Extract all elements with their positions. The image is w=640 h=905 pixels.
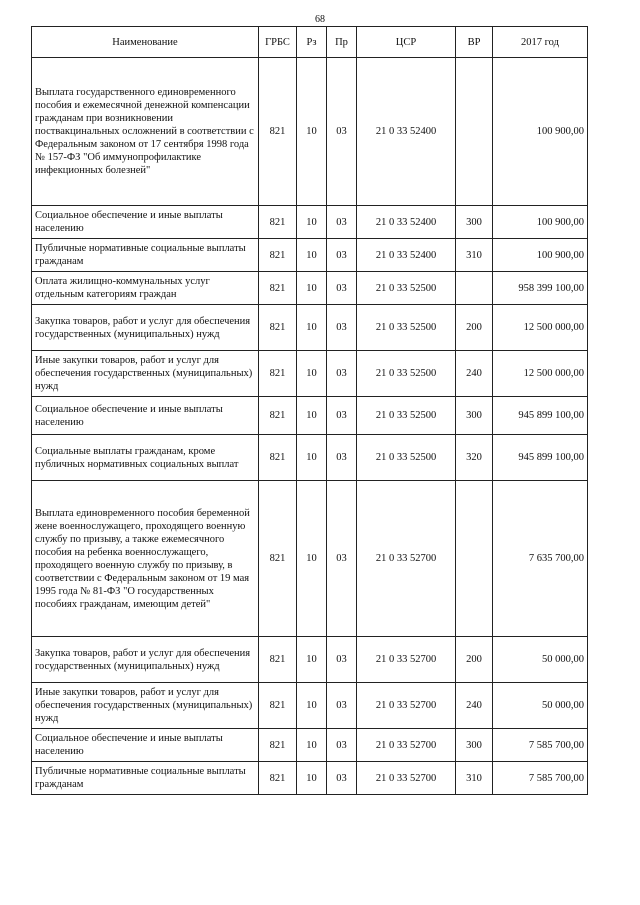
row-pr: 03: [327, 397, 357, 435]
row-amount: 7 635 700,00: [493, 481, 588, 637]
row-rz: 10: [297, 397, 327, 435]
row-vr: 300: [456, 397, 493, 435]
header-pr: Пр: [327, 27, 357, 58]
table-row: [32, 305, 588, 351]
row-pr: 03: [327, 435, 357, 481]
row-grbs: 821: [259, 239, 297, 272]
row-vr: 310: [456, 239, 493, 272]
row-pr: 03: [327, 305, 357, 351]
row-pr: 03: [327, 351, 357, 397]
table-row: [32, 729, 588, 762]
header-rz: Рз: [297, 27, 327, 58]
row-csr: 21 0 33 52700: [357, 637, 456, 683]
row-pr: 03: [327, 637, 357, 683]
row-grbs: 821: [259, 397, 297, 435]
table-row: [32, 239, 588, 272]
header-grbs: ГРБС: [259, 27, 297, 58]
row-grbs: 821: [259, 272, 297, 305]
row-grbs: 821: [259, 729, 297, 762]
row-grbs: 821: [259, 305, 297, 351]
row-amount: 100 900,00: [493, 206, 588, 239]
row-pr: 03: [327, 272, 357, 305]
row-csr: 21 0 33 52500: [357, 272, 456, 305]
row-amount: 100 900,00: [493, 239, 588, 272]
header-csr: ЦСР: [357, 27, 456, 58]
row-name: Социальное обеспечение и иные выплаты населению: [32, 397, 259, 435]
row-vr: 310: [456, 762, 493, 795]
row-rz: 10: [297, 58, 327, 206]
table-row: [32, 397, 588, 435]
row-amount: 50 000,00: [493, 683, 588, 729]
row-amount: 12 500 000,00: [493, 351, 588, 397]
row-csr: 21 0 33 52400: [357, 206, 456, 239]
row-vr: 320: [456, 435, 493, 481]
row-pr: 03: [327, 239, 357, 272]
row-rz: 10: [297, 305, 327, 351]
row-grbs: 821: [259, 637, 297, 683]
table-row: [32, 272, 588, 305]
row-csr: 21 0 33 52400: [357, 58, 456, 206]
row-name: Социальные выплаты гражданам, кроме публичных нормативных социальных выплат: [32, 435, 259, 481]
row-name: Иные закупки товаров, работ и услуг для обеспечения государственных (муниципальных) нужд: [32, 351, 259, 397]
row-csr: 21 0 33 52700: [357, 762, 456, 795]
row-amount: 945 899 100,00: [493, 397, 588, 435]
table-row: [32, 435, 588, 481]
budget-table: [31, 26, 588, 795]
row-rz: 10: [297, 729, 327, 762]
row-rz: 10: [297, 435, 327, 481]
row-name: Социальное обеспечение и иные выплаты населению: [32, 206, 259, 239]
row-csr: 21 0 33 52400: [357, 239, 456, 272]
table-row: [32, 58, 588, 206]
table-header-row: [32, 27, 588, 58]
row-rz: 10: [297, 206, 327, 239]
row-amount: 12 500 000,00: [493, 305, 588, 351]
row-rz: 10: [297, 481, 327, 637]
row-grbs: 821: [259, 351, 297, 397]
row-vr: 240: [456, 683, 493, 729]
row-csr: 21 0 33 52700: [357, 683, 456, 729]
row-rz: 10: [297, 637, 327, 683]
row-csr: 21 0 33 52500: [357, 397, 456, 435]
header-name: Наименование: [32, 27, 259, 58]
row-grbs: 821: [259, 683, 297, 729]
page-number: 68: [315, 14, 325, 25]
row-pr: 03: [327, 729, 357, 762]
table-row: [32, 351, 588, 397]
row-name: Выплата государственного единовременного пособия и ежемесячной денежной компенсации гражданам при возникновении поствакцинальных осложнений в соответствии с Федеральным законом от 17 сентября 1998 года № 157-ФЗ "Об иммунопрофилактике инфекционных болезней": [32, 58, 259, 206]
row-vr: 240: [456, 351, 493, 397]
row-amount: 7 585 700,00: [493, 729, 588, 762]
row-pr: 03: [327, 683, 357, 729]
row-csr: 21 0 33 52500: [357, 435, 456, 481]
row-rz: 10: [297, 239, 327, 272]
row-pr: 03: [327, 481, 357, 637]
row-vr: 200: [456, 637, 493, 683]
row-pr: 03: [327, 762, 357, 795]
row-vr: [456, 481, 493, 637]
table-row: [32, 762, 588, 795]
row-csr: 21 0 33 52500: [357, 305, 456, 351]
row-vr: 300: [456, 729, 493, 762]
row-amount: 7 585 700,00: [493, 762, 588, 795]
row-amount: 945 899 100,00: [493, 435, 588, 481]
table-row: [32, 206, 588, 239]
row-grbs: 821: [259, 435, 297, 481]
row-amount: 958 399 100,00: [493, 272, 588, 305]
row-rz: 10: [297, 762, 327, 795]
table-row: [32, 683, 588, 729]
header-vr: ВР: [456, 27, 493, 58]
row-name: Иные закупки товаров, работ и услуг для обеспечения государственных (муниципальных) нужд: [32, 683, 259, 729]
row-vr: [456, 272, 493, 305]
row-name: Закупка товаров, работ и услуг для обеспечения государственных (муниципальных) нужд: [32, 637, 259, 683]
row-grbs: 821: [259, 58, 297, 206]
row-grbs: 821: [259, 762, 297, 795]
row-grbs: 821: [259, 206, 297, 239]
row-name: Публичные нормативные социальные выплаты гражданам: [32, 762, 259, 795]
table-row: [32, 637, 588, 683]
row-pr: 03: [327, 58, 357, 206]
row-rz: 10: [297, 351, 327, 397]
row-amount: 100 900,00: [493, 58, 588, 206]
table-row: [32, 481, 588, 637]
row-rz: 10: [297, 272, 327, 305]
row-name: Закупка товаров, работ и услуг для обеспечения государственных (муниципальных) нужд: [32, 305, 259, 351]
row-csr: 21 0 33 52500: [357, 351, 456, 397]
row-vr: 200: [456, 305, 493, 351]
row-name: Выплата единовременного пособия беременной жене военнослужащего, проходящего военную службу по призыву, а также ежемесячного пособия на ребенка военнослужащего, проходящего военную службу по призыву, в соответствии с Федеральным законом от 19 мая 1995 года № 81-ФЗ "О государственных пособиях гражданам, имеющим детей": [32, 481, 259, 637]
row-amount: 50 000,00: [493, 637, 588, 683]
row-name: Социальное обеспечение и иные выплаты населению: [32, 729, 259, 762]
row-pr: 03: [327, 206, 357, 239]
row-csr: 21 0 33 52700: [357, 481, 456, 637]
row-rz: 10: [297, 683, 327, 729]
row-vr: 300: [456, 206, 493, 239]
row-csr: 21 0 33 52700: [357, 729, 456, 762]
row-name: Оплата жилищно-коммунальных услуг отдельным категориям граждан: [32, 272, 259, 305]
row-name: Публичные нормативные социальные выплаты гражданам: [32, 239, 259, 272]
header-year: 2017 год: [493, 27, 588, 58]
row-grbs: 821: [259, 481, 297, 637]
row-vr: [456, 58, 493, 206]
